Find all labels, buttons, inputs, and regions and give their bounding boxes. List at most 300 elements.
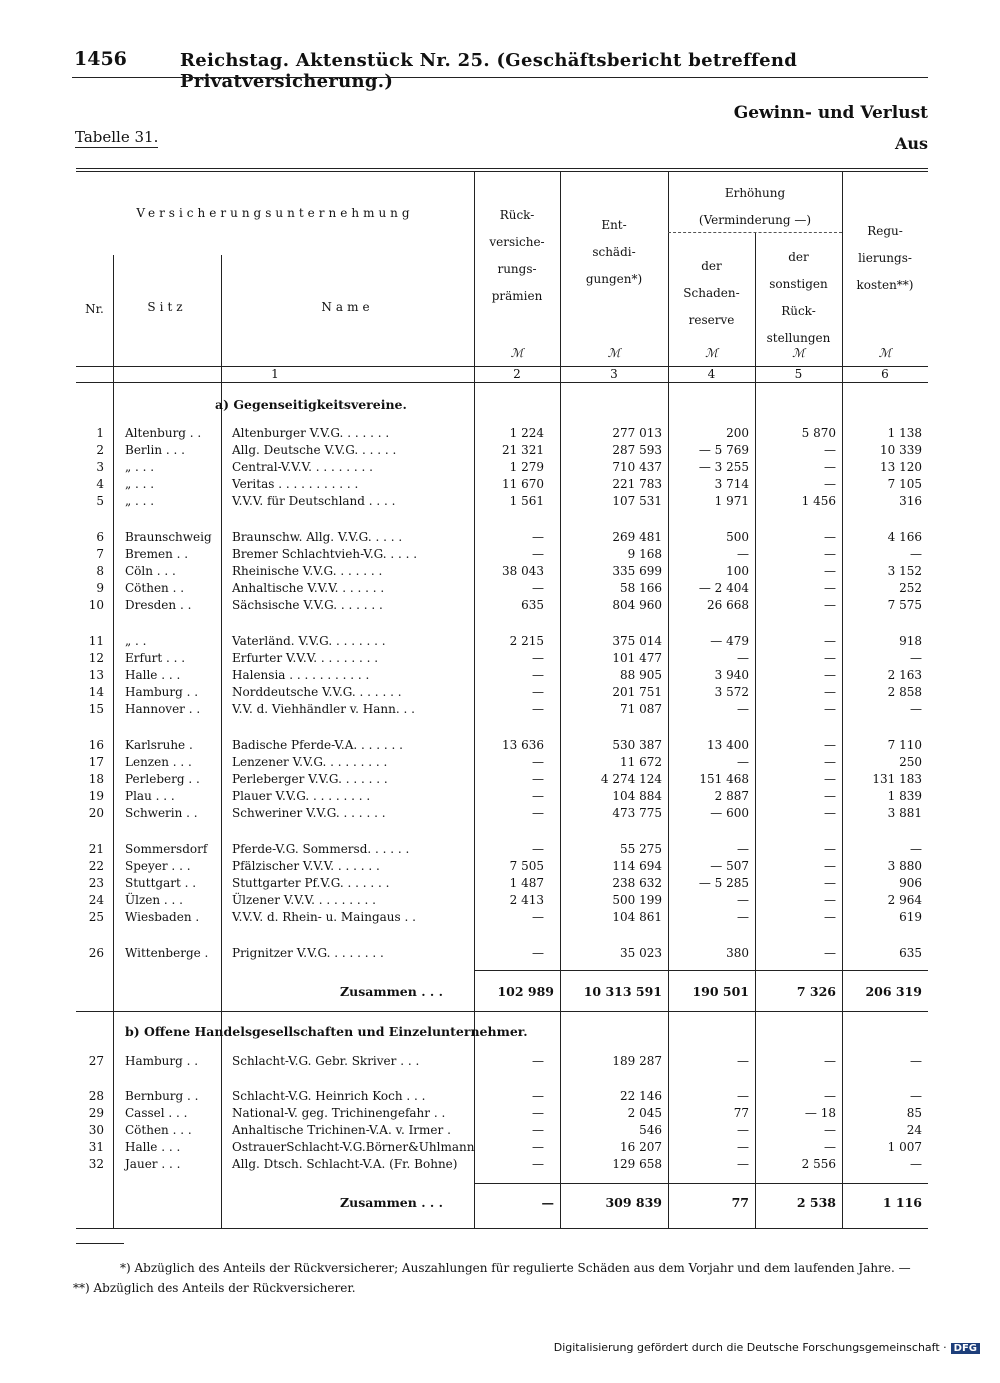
total-b-c6: 1 116 — [882, 1195, 922, 1210]
section-subheading: Aus — [894, 134, 928, 153]
row-nr: 26 — [88, 946, 104, 960]
row-schadenreserve: 500 — [726, 530, 749, 544]
col-line-nr — [113, 255, 114, 1228]
row-schadenreserve: 2 887 — [714, 789, 749, 803]
total-a-label: Zusammen . . . — [340, 984, 443, 999]
row-regulierungskosten: 7 110 — [887, 738, 922, 752]
col-header-name: Name — [321, 300, 374, 314]
row-sitz: Plau . . . — [125, 789, 175, 803]
table-top-rule-2 — [76, 171, 928, 172]
row-rueckstellungen: — 18 — [804, 1106, 836, 1120]
row-nr: 6 — [96, 530, 104, 544]
total-b-c2: — — [541, 1195, 554, 1210]
row-rueckstellungen: — — [824, 859, 836, 873]
row-entschaedigungen: 221 783 — [612, 477, 662, 491]
col-header-c3-1: schädi- — [592, 245, 636, 259]
row-name: Altenburger V.V.G. . . . . . . — [232, 426, 390, 440]
row-rueckstellungen: — — [824, 668, 836, 682]
row-schadenreserve: 26 668 — [707, 598, 749, 612]
row-praemien: — — [532, 842, 544, 856]
row-sitz: „ . . — [125, 634, 147, 648]
row-nr: 9 — [96, 581, 104, 595]
col-header-c5-1: sonstigen — [769, 277, 828, 291]
row-rueckstellungen: — — [824, 893, 836, 907]
table-top-rule — [76, 168, 928, 169]
table-bottom-rule — [76, 1228, 928, 1229]
col-header-c2-1: versiche- — [489, 235, 545, 249]
row-entschaedigungen: 104 861 — [612, 910, 662, 924]
row-schadenreserve: — — [737, 893, 749, 907]
col-header-c3-2: gungen*) — [585, 272, 643, 286]
row-praemien: — — [532, 1054, 544, 1068]
row-entschaedigungen: 104 884 — [612, 789, 662, 803]
row-regulierungskosten: — — [910, 651, 922, 665]
total-a-rule — [474, 970, 928, 971]
row-regulierungskosten: 24 — [906, 1123, 922, 1137]
row-nr: 23 — [88, 876, 104, 890]
col-header-sitz: Sitz — [147, 300, 187, 314]
row-name: Ülzener V.V.V. . . . . . . . . — [232, 893, 376, 907]
col-number-1: 1 — [271, 367, 279, 381]
row-schadenreserve: — — [737, 651, 749, 665]
row-regulierungskosten: 1 839 — [887, 789, 922, 803]
row-entschaedigungen: 238 632 — [612, 876, 662, 890]
row-rueckstellungen: — — [824, 634, 836, 648]
row-rueckstellungen: — — [824, 1123, 836, 1137]
row-nr: 14 — [88, 685, 104, 699]
row-praemien: — — [532, 530, 544, 544]
row-name: Pferde-V.G. Sommersd. . . . . . — [232, 842, 410, 856]
row-praemien: 635 — [521, 598, 544, 612]
row-rueckstellungen: — — [824, 530, 836, 544]
row-name: Allg. Dtsch. Schlacht-V.A. (Fr. Bohne) — [232, 1157, 458, 1171]
col-header-c6-0: Regu- — [867, 224, 903, 238]
row-name: V.V.V. d. Rhein- u. Maingaus . . — [232, 910, 416, 924]
row-sitz: Braunschweig — [125, 530, 212, 544]
row-rueckstellungen: — — [824, 806, 836, 820]
row-schadenreserve: — — [737, 910, 749, 924]
row-entschaedigungen: 335 699 — [612, 564, 662, 578]
row-entschaedigungen: 4 274 124 — [600, 772, 662, 786]
row-regulierungskosten: 316 — [899, 494, 922, 508]
col-header-c5-2: Rück- — [781, 304, 816, 318]
col-header-c2-0: Rück- — [499, 208, 535, 222]
row-name: Lenzener V.V.G. . . . . . . . . — [232, 755, 388, 769]
row-schadenreserve: — 479 — [710, 634, 749, 648]
row-regulierungskosten: 918 — [899, 634, 922, 648]
row-entschaedigungen: 88 905 — [620, 668, 662, 682]
row-sitz: Perleberg . . — [125, 772, 200, 786]
row-praemien: 1 279 — [509, 460, 544, 474]
footer-credit — [554, 1341, 980, 1354]
row-name: Vaterländ. V.V.G. . . . . . . . — [232, 634, 386, 648]
row-praemien: — — [532, 702, 544, 716]
col-header-c6-2: kosten**) — [856, 278, 914, 292]
row-nr: 24 — [88, 893, 104, 907]
row-rueckstellungen: — — [824, 1054, 836, 1068]
row-praemien: 21 321 — [502, 443, 544, 457]
row-nr: 30 — [88, 1123, 104, 1137]
row-schadenreserve: — 5 285 — [698, 876, 749, 890]
unit-label: ℳ — [705, 346, 718, 360]
row-regulierungskosten: 3 881 — [887, 806, 922, 820]
footnote-2: **) Abzüglich des Anteils der Rückversicherer. — [73, 1281, 356, 1295]
row-sitz: Wittenberge . — [125, 946, 209, 960]
row-regulierungskosten: 7 575 — [887, 598, 922, 612]
row-name: Halensia . . . . . . . . . . . — [232, 668, 370, 682]
row-rueckstellungen: — — [824, 946, 836, 960]
table-label: Tabelle 31. — [75, 128, 159, 146]
row-name: OstrauerSchlacht-V.G.Börner&Uhlmann — [232, 1140, 475, 1154]
row-schadenreserve: — — [737, 842, 749, 856]
row-rueckstellungen: — — [824, 1089, 836, 1103]
row-entschaedigungen: 546 — [639, 1123, 662, 1137]
row-praemien: 1 561 — [509, 494, 544, 508]
col-number-4: 4 — [707, 367, 716, 381]
page-number: 1456 — [74, 48, 127, 70]
row-regulierungskosten: 619 — [899, 910, 922, 924]
row-nr: 32 — [88, 1157, 104, 1171]
total-b-label: Zusammen . . . — [340, 1195, 443, 1210]
row-entschaedigungen: 804 960 — [612, 598, 662, 612]
row-name: Schlacht-V.G. Gebr. Skriver . . . — [232, 1054, 420, 1068]
row-regulierungskosten: 1 007 — [887, 1140, 922, 1154]
row-entschaedigungen: 710 437 — [612, 460, 662, 474]
row-sitz: Speyer . . . — [125, 859, 191, 873]
row-rueckstellungen: — — [824, 477, 836, 491]
row-entschaedigungen: 2 045 — [627, 1106, 662, 1120]
row-praemien: — — [532, 946, 544, 960]
row-regulierungskosten: 1 138 — [887, 426, 922, 440]
row-nr: 18 — [88, 772, 104, 786]
row-nr: 1 — [96, 426, 104, 440]
row-rueckstellungen: — — [824, 581, 836, 595]
row-regulierungskosten: — — [910, 842, 922, 856]
row-praemien: — — [532, 772, 544, 786]
row-schadenreserve: — 507 — [710, 859, 749, 873]
row-sitz: Bernburg . . — [125, 1089, 199, 1103]
row-sitz: Sommersdorf — [125, 842, 208, 856]
row-schadenreserve: 13 400 — [707, 738, 749, 752]
row-sitz: „ . . . — [125, 494, 155, 508]
row-rueckstellungen: — — [824, 547, 836, 561]
row-nr: 20 — [88, 806, 104, 820]
col-header-c4-2: reserve — [688, 313, 735, 327]
row-entschaedigungen: 530 387 — [612, 738, 662, 752]
row-sitz: Erfurt . . . — [125, 651, 186, 665]
row-regulierungskosten: — — [910, 1089, 922, 1103]
row-sitz: Cöthen . . — [125, 581, 185, 595]
unit-label: ℳ — [607, 346, 621, 360]
total-b-rule — [474, 1183, 928, 1184]
total-a-c6: 206 319 — [865, 984, 922, 999]
row-regulierungskosten: — — [910, 547, 922, 561]
group-header: Versicherungsunternehmung — [136, 206, 414, 220]
row-regulierungskosten: 906 — [899, 876, 922, 890]
row-nr: 5 — [96, 494, 104, 508]
col-number-3: 3 — [610, 367, 618, 381]
row-name: V.V. d. Viehhändler v. Hann. . . — [232, 702, 415, 716]
row-nr: 7 — [96, 547, 104, 561]
row-praemien: 1 224 — [509, 426, 544, 440]
row-entschaedigungen: 11 672 — [620, 755, 662, 769]
unit-label: ℳ — [878, 346, 892, 360]
row-name: Allg. Deutsche V.V.G. . . . . . — [232, 443, 397, 457]
row-praemien: — — [532, 789, 544, 803]
row-rueckstellungen: 2 556 — [801, 1157, 836, 1171]
row-rueckstellungen: — — [824, 738, 836, 752]
row-schadenreserve: — 3 255 — [698, 460, 749, 474]
row-praemien: — — [532, 581, 544, 595]
row-name: Rheinische V.V.G. . . . . . . — [232, 564, 383, 578]
row-sitz: Karlsruhe . — [125, 738, 193, 752]
col-header-c45-0: Erhöhung — [724, 186, 786, 200]
row-name: Perleberger V.V.G. . . . . . . — [232, 772, 388, 786]
row-entschaedigungen: 500 199 — [612, 893, 662, 907]
row-praemien: — — [532, 755, 544, 769]
section-heading: Gewinn- und Verlust — [733, 103, 928, 123]
row-entschaedigungen: 58 166 — [620, 581, 662, 595]
row-entschaedigungen: 277 013 — [612, 426, 662, 440]
header-rule — [72, 77, 928, 78]
row-praemien: — — [532, 1089, 544, 1103]
col-header-c6-1: lierungs- — [858, 251, 912, 265]
row-entschaedigungen: 101 477 — [612, 651, 662, 665]
row-name: Badische Pferde-V.A. . . . . . . — [232, 738, 403, 752]
row-schadenreserve: — 5 769 — [698, 443, 749, 457]
row-regulierungskosten: — — [910, 1054, 922, 1068]
row-rueckstellungen: — — [824, 598, 836, 612]
row-entschaedigungen: 107 531 — [612, 494, 662, 508]
row-rueckstellungen: 5 870 — [801, 426, 836, 440]
row-schadenreserve: 200 — [726, 426, 749, 440]
row-name: Central-V.V.V. . . . . . . . . — [232, 460, 373, 474]
row-rueckstellungen: 1 456 — [801, 494, 836, 508]
row-praemien: — — [532, 668, 544, 682]
row-sitz: Bremen . . — [125, 547, 189, 561]
row-nr: 29 — [88, 1106, 104, 1120]
row-name: Pfälzischer V.V.V. . . . . . . — [232, 859, 380, 873]
row-nr: 11 — [88, 634, 104, 648]
row-entschaedigungen: 35 023 — [620, 946, 662, 960]
row-rueckstellungen: — — [824, 564, 836, 578]
row-praemien: — — [532, 1106, 544, 1120]
row-rueckstellungen: — — [824, 460, 836, 474]
row-name: Schweriner V.V.G. . . . . . . — [232, 806, 386, 820]
row-praemien: — — [532, 1123, 544, 1137]
col-header-c45-1: (Verminderung —) — [698, 213, 812, 227]
row-sitz: Hannover . . — [125, 702, 201, 716]
row-rueckstellungen: — — [824, 1140, 836, 1154]
row-entschaedigungen: 16 207 — [620, 1140, 662, 1154]
row-rueckstellungen: — — [824, 910, 836, 924]
row-sitz: Dresden . . — [125, 598, 192, 612]
col-header-c4-0: der — [701, 259, 722, 273]
row-entschaedigungen: 189 287 — [612, 1054, 662, 1068]
row-regulierungskosten: — — [910, 702, 922, 716]
row-sitz: Ülzen . . . — [125, 893, 183, 907]
total-a-c2: 102 989 — [497, 984, 554, 999]
row-schadenreserve: 3 714 — [714, 477, 749, 491]
unit-label: ℳ — [792, 346, 805, 360]
row-name: Plauer V.V.G. . . . . . . . . — [232, 789, 371, 803]
row-nr: 15 — [88, 702, 104, 716]
row-name: Anhaltische Trichinen-V.A. v. Irmer . — [232, 1123, 451, 1137]
col-header-c5-3: stellungen — [766, 331, 831, 345]
row-schadenreserve: — — [737, 1089, 749, 1103]
row-name: Erfurter V.V.V. . . . . . . . . — [232, 651, 379, 665]
row-entschaedigungen: 375 014 — [612, 634, 662, 648]
col-number-2: 2 — [513, 367, 521, 381]
row-name: Prignitzer V.V.G. . . . . . . . — [232, 946, 384, 960]
row-sitz: Hamburg . . — [125, 1054, 199, 1068]
row-schadenreserve: 380 — [726, 946, 749, 960]
row-nr: 10 — [88, 598, 104, 612]
row-nr: 25 — [88, 910, 104, 924]
total-a-bottom-rule — [76, 1011, 928, 1012]
row-sitz: Cöthen . . . — [125, 1123, 192, 1137]
row-entschaedigungen: 55 275 — [620, 842, 662, 856]
page-title: Reichstag. Aktenstück Nr. 25. (Geschäftsbericht betreffend Privatversicherung.) — [180, 50, 798, 92]
row-regulierungskosten: 2 858 — [887, 685, 922, 699]
row-nr: 3 — [96, 460, 104, 474]
row-entschaedigungen: 114 694 — [612, 859, 662, 873]
section-b-title: b) Offene Handelsgesellschaften und Einzelunternehmer. — [125, 1024, 528, 1039]
row-entschaedigungen: 473 775 — [612, 806, 662, 820]
row-schadenreserve: 151 468 — [699, 772, 749, 786]
row-nr: 16 — [88, 738, 104, 752]
row-sitz: „ . . . — [125, 460, 155, 474]
row-rueckstellungen: — — [824, 842, 836, 856]
dfg-logo: DFG — [951, 1343, 980, 1354]
row-sitz: Berlin . . . — [125, 443, 185, 457]
row-sitz: Lenzen . . . — [125, 755, 192, 769]
row-sitz: Altenburg . . — [125, 426, 202, 440]
unit-label: ℳ — [510, 346, 524, 360]
total-b-c4: 77 — [731, 1195, 749, 1210]
row-regulierungskosten: 635 — [899, 946, 922, 960]
row-name: Schlacht-V.G. Heinrich Koch . . . — [232, 1089, 426, 1103]
row-entschaedigungen: 269 481 — [612, 530, 662, 544]
row-name: V.V.V. für Deutschland . . . . — [232, 494, 396, 508]
total-a-c4: 190 501 — [692, 984, 749, 999]
row-regulierungskosten: 4 166 — [887, 530, 922, 544]
footnote-rule — [76, 1243, 124, 1244]
row-nr: 8 — [96, 564, 104, 578]
row-praemien: — — [532, 547, 544, 561]
row-schadenreserve: — — [737, 1157, 749, 1171]
row-regulierungskosten: 3 880 — [887, 859, 922, 873]
row-nr: 13 — [88, 668, 104, 682]
row-praemien: 13 636 — [502, 738, 544, 752]
row-name: Bremer Schlachtvieh-V.G. . . . . — [232, 547, 418, 561]
row-rueckstellungen: — — [824, 755, 836, 769]
row-praemien: — — [532, 651, 544, 665]
row-entschaedigungen: 201 751 — [612, 685, 662, 699]
col-header-c5-0: der — [788, 250, 809, 264]
row-nr: 2 — [96, 443, 104, 457]
row-schadenreserve: — — [737, 1123, 749, 1137]
col-header-c3-0: Ent- — [601, 218, 627, 232]
row-praemien: 1 487 — [509, 876, 544, 890]
row-praemien: 11 670 — [502, 477, 544, 491]
row-regulierungskosten: 131 183 — [872, 772, 922, 786]
row-regulierungskosten: 252 — [899, 581, 922, 595]
row-nr: 22 — [88, 859, 104, 873]
row-sitz: Stuttgart . . — [125, 876, 197, 890]
row-entschaedigungen: 71 087 — [620, 702, 662, 716]
row-entschaedigungen: 9 168 — [627, 547, 662, 561]
row-name: Sächsische V.V.G. . . . . . . — [232, 598, 383, 612]
row-regulierungskosten: 7 105 — [887, 477, 922, 491]
row-schadenreserve: 1 971 — [714, 494, 749, 508]
row-name: Norddeutsche V.V.G. . . . . . . — [232, 685, 402, 699]
row-schadenreserve: — — [737, 1140, 749, 1154]
row-name: Veritas . . . . . . . . . . . — [232, 477, 359, 491]
row-name: Stuttgarter Pf.V.G. . . . . . . — [232, 876, 390, 890]
row-schadenreserve: — — [737, 547, 749, 561]
row-sitz: Jauer . . . — [125, 1157, 181, 1171]
row-praemien: 2 413 — [509, 893, 544, 907]
row-praemien: 7 505 — [509, 859, 544, 873]
row-schadenreserve: 100 — [726, 564, 749, 578]
row-nr: 28 — [88, 1089, 104, 1103]
row-regulierungskosten: 85 — [906, 1106, 922, 1120]
row-name: Braunschw. Allg. V.V.G. . . . . — [232, 530, 403, 544]
row-praemien: — — [532, 806, 544, 820]
row-rueckstellungen: — — [824, 443, 836, 457]
row-entschaedigungen: 129 658 — [612, 1157, 662, 1171]
row-sitz: Halle . . . — [125, 668, 181, 682]
row-entschaedigungen: 22 146 — [620, 1089, 662, 1103]
row-sitz: Cöln . . . — [125, 564, 176, 578]
row-schadenreserve: — — [737, 1054, 749, 1068]
col-header-c2-2: rungs- — [497, 262, 537, 276]
col-number-6: 6 — [881, 367, 889, 381]
row-praemien: — — [532, 910, 544, 924]
row-regulierungskosten: 2 163 — [887, 668, 922, 682]
row-praemien: — — [532, 1140, 544, 1154]
row-nr: 27 — [88, 1054, 104, 1068]
row-schadenreserve: — 600 — [710, 806, 749, 820]
row-sitz: „ . . . — [125, 477, 155, 491]
footnote-1: *) Abzüglich des Anteils der Rückversicherer; Auszahlungen für regulierte Schäden aus dem Vorjahr und dem laufenden Jahre. — — [120, 1261, 911, 1275]
footer-text: Digitalisierung gefördert durch die Deutsche Forschungsgemeinschaft · — [553, 1341, 947, 1354]
total-a-c3: 10 313 591 — [583, 984, 662, 999]
total-a-c5: 7 326 — [796, 984, 836, 999]
row-regulierungskosten: 13 120 — [880, 460, 922, 474]
col-number-5: 5 — [794, 367, 803, 381]
row-rueckstellungen: — — [824, 789, 836, 803]
row-praemien: 38 043 — [502, 564, 544, 578]
row-schadenreserve: 3 572 — [714, 685, 749, 699]
row-schadenreserve: — — [737, 755, 749, 769]
row-sitz: Wiesbaden . — [125, 910, 200, 924]
row-regulierungskosten: 3 152 — [887, 564, 922, 578]
row-sitz: Halle . . . — [125, 1140, 181, 1154]
row-schadenreserve: — — [737, 702, 749, 716]
row-praemien: 2 215 — [509, 634, 544, 648]
row-nr: 17 — [88, 755, 104, 769]
section-a-title: a) Gegenseitigkeitsvereine. — [215, 397, 407, 412]
row-praemien: — — [532, 685, 544, 699]
row-rueckstellungen: — — [824, 772, 836, 786]
row-nr: 31 — [88, 1140, 104, 1154]
total-b-c5: 2 538 — [796, 1195, 836, 1210]
row-sitz: Hamburg . . — [125, 685, 199, 699]
col-header-c4-1: Schaden- — [683, 286, 740, 300]
row-sitz: Schwerin . . — [125, 806, 198, 820]
